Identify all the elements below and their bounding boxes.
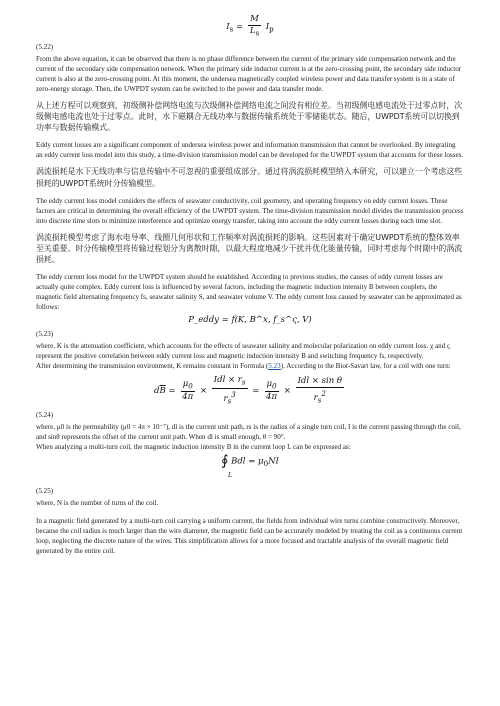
paragraph: In a magnetic field generated by a multi-turn coil carrying a uniform current, the fields from individual wire turns combine constructively. Moreover, because the coil radius is much larger than the wire diameter, the magnetic field can be accurately modeled by treating the coil as a continuous current loop, neglecting the discrete nature of the wires. This simplification allows for a more focused and tractable analysis of the overall magnetic field generated by the entire coil. <box>36 516 463 555</box>
paragraph: Eddy current losses are a significant component of undersea wireless power and information transmission that cannot be overlooked. By integrating an eddy current loss model into this study, a time-division transmission model can be developed for the UWPDT system that accounts for these losses. <box>36 141 464 160</box>
equation-5-25: ∮ Bdl = $\mu_0NI$ L <box>221 452 279 479</box>
paragraph: From the above equation, it can be observed that there is no phase difference between the current of the primary side compensation network and the current of the secondary side compensation network. When the primary side inductor current is at the zero-crossing point, the secondary side inductor current is also at the zero-crossing point. At this moment, the undersea magnetically coupled wireless power and data transfer system is in a state of zero-energy storage. Then, the UWPDT system can be switched to the power and data transfer mode. <box>36 54 462 93</box>
eq-rhs: $I_p$ <box>265 21 274 34</box>
paragraph: where, K is the attenuation coefficient, which accounts for the effects of seawater salinity and molecular polarization on eddy current loss. χ and ς represent the positive correlation between eddy current loss and magnetic induction intensity B and switching frequency fs, respectively. <box>36 342 450 361</box>
paragraph: The eddy current loss model for the UWPDT system should be established. According to previous studies, the causes of eddy current losses are actually quite complex. Eddy current loss is influenced by several factors, including the magnetic induction intensity B between couplers, the magnetic field alternating frequency fs, seawater salinity S, and seawater volume V. The eddy current loss caused by seawater can be approximated as follows: <box>36 273 462 312</box>
paragraph: After determining the transmission environment, K remains constant in Formula (5.23). According to the Biot-Savart law, for a coil with one turn: <box>36 362 451 371</box>
equation-5-24: $d\overline{B}$ = $\frac{\mu_0}{4\pi}$ × $\frac{Idl \times r_s}{r_s^3}$ = $\frac{\mu_0}{4\pi}$ × $\frac{\text{Idl × sin θ}}{r_s^2}$ <box>154 375 342 406</box>
eq-lhs: $I_s$ <box>226 21 234 34</box>
paragraph: where, μ0 is the permeability (μ0 = 4π × 10⁻⁷), dl is the current unit path, rs is the radius of a single turn coil, I is the current passing through the coil, and sinθ represents the offset of the current unit path. When dl is small enough, θ = 90°. <box>36 422 461 441</box>
paragraph-chinese: 涡流损耗是水下无线功率与信息传输中不可忽视的重要组成部分。通过将涡流损耗模型纳入本研究，可以建立一个考虑这些损耗的UWPDT系统时分传输模型。 <box>36 167 463 188</box>
paragraph-chinese: 从上述方程可以观察到，初级侧补偿网络电流与次级侧补偿网络电流之间没有相位差。当初级侧电感电流处于过零点时，次级侧电感电流也处于过零点。此时，水下磁耦合无线功率与数据传输系统处于零储能状态。随后，UWPDT系统可以切换到功率与数据传输模式。 <box>36 100 463 133</box>
equation-number: (5.25) <box>36 486 54 495</box>
paragraph-chinese: 涡流损耗模型考虑了海水电导率、线圈几何形状和工作频率对涡流损耗的影响。这些因素对于确定UWPDT系统的整体效率至关重要。时分传输模型将传输过程划分为离散时隙，以最大程度地减少干扰并优化能量传输，同时考虑每个时隙中的涡流损耗。 <box>36 232 463 265</box>
equation-number: (5.22) <box>36 42 54 51</box>
paragraph: The eddy current loss model considers the effects of seawater conductivity, coil geometry, and operating frequency on eddy current losses. These factors are critical in determining the overall efficiency of the UWPDT system. The time-division transmission model divides the transmission process into discrete time slots to minimize interference and optimize energy transfer, taking into account the eddy current losses during each time slot. <box>36 196 464 225</box>
eq-fraction: $\frac{M}{L_s}$ <box>249 14 260 38</box>
equation-5-23: P_eddy = f(K, B^x, f_s^ς, V) <box>188 315 312 326</box>
paragraph: where, N is the number of turns of the coil. <box>36 498 159 507</box>
equation-5-22: $I_s$ = $\frac{M}{L_s}$ $I_p$ <box>226 14 274 38</box>
equation-number: (5.24) <box>36 410 54 419</box>
equation-number: (5.23) <box>36 330 54 339</box>
paragraph: When analyzing a multi-turn coil, the magnetic induction intensity B in the current loop L can be expressed as: <box>36 442 351 451</box>
formula-reference-link[interactable]: 5.23 <box>268 362 281 371</box>
